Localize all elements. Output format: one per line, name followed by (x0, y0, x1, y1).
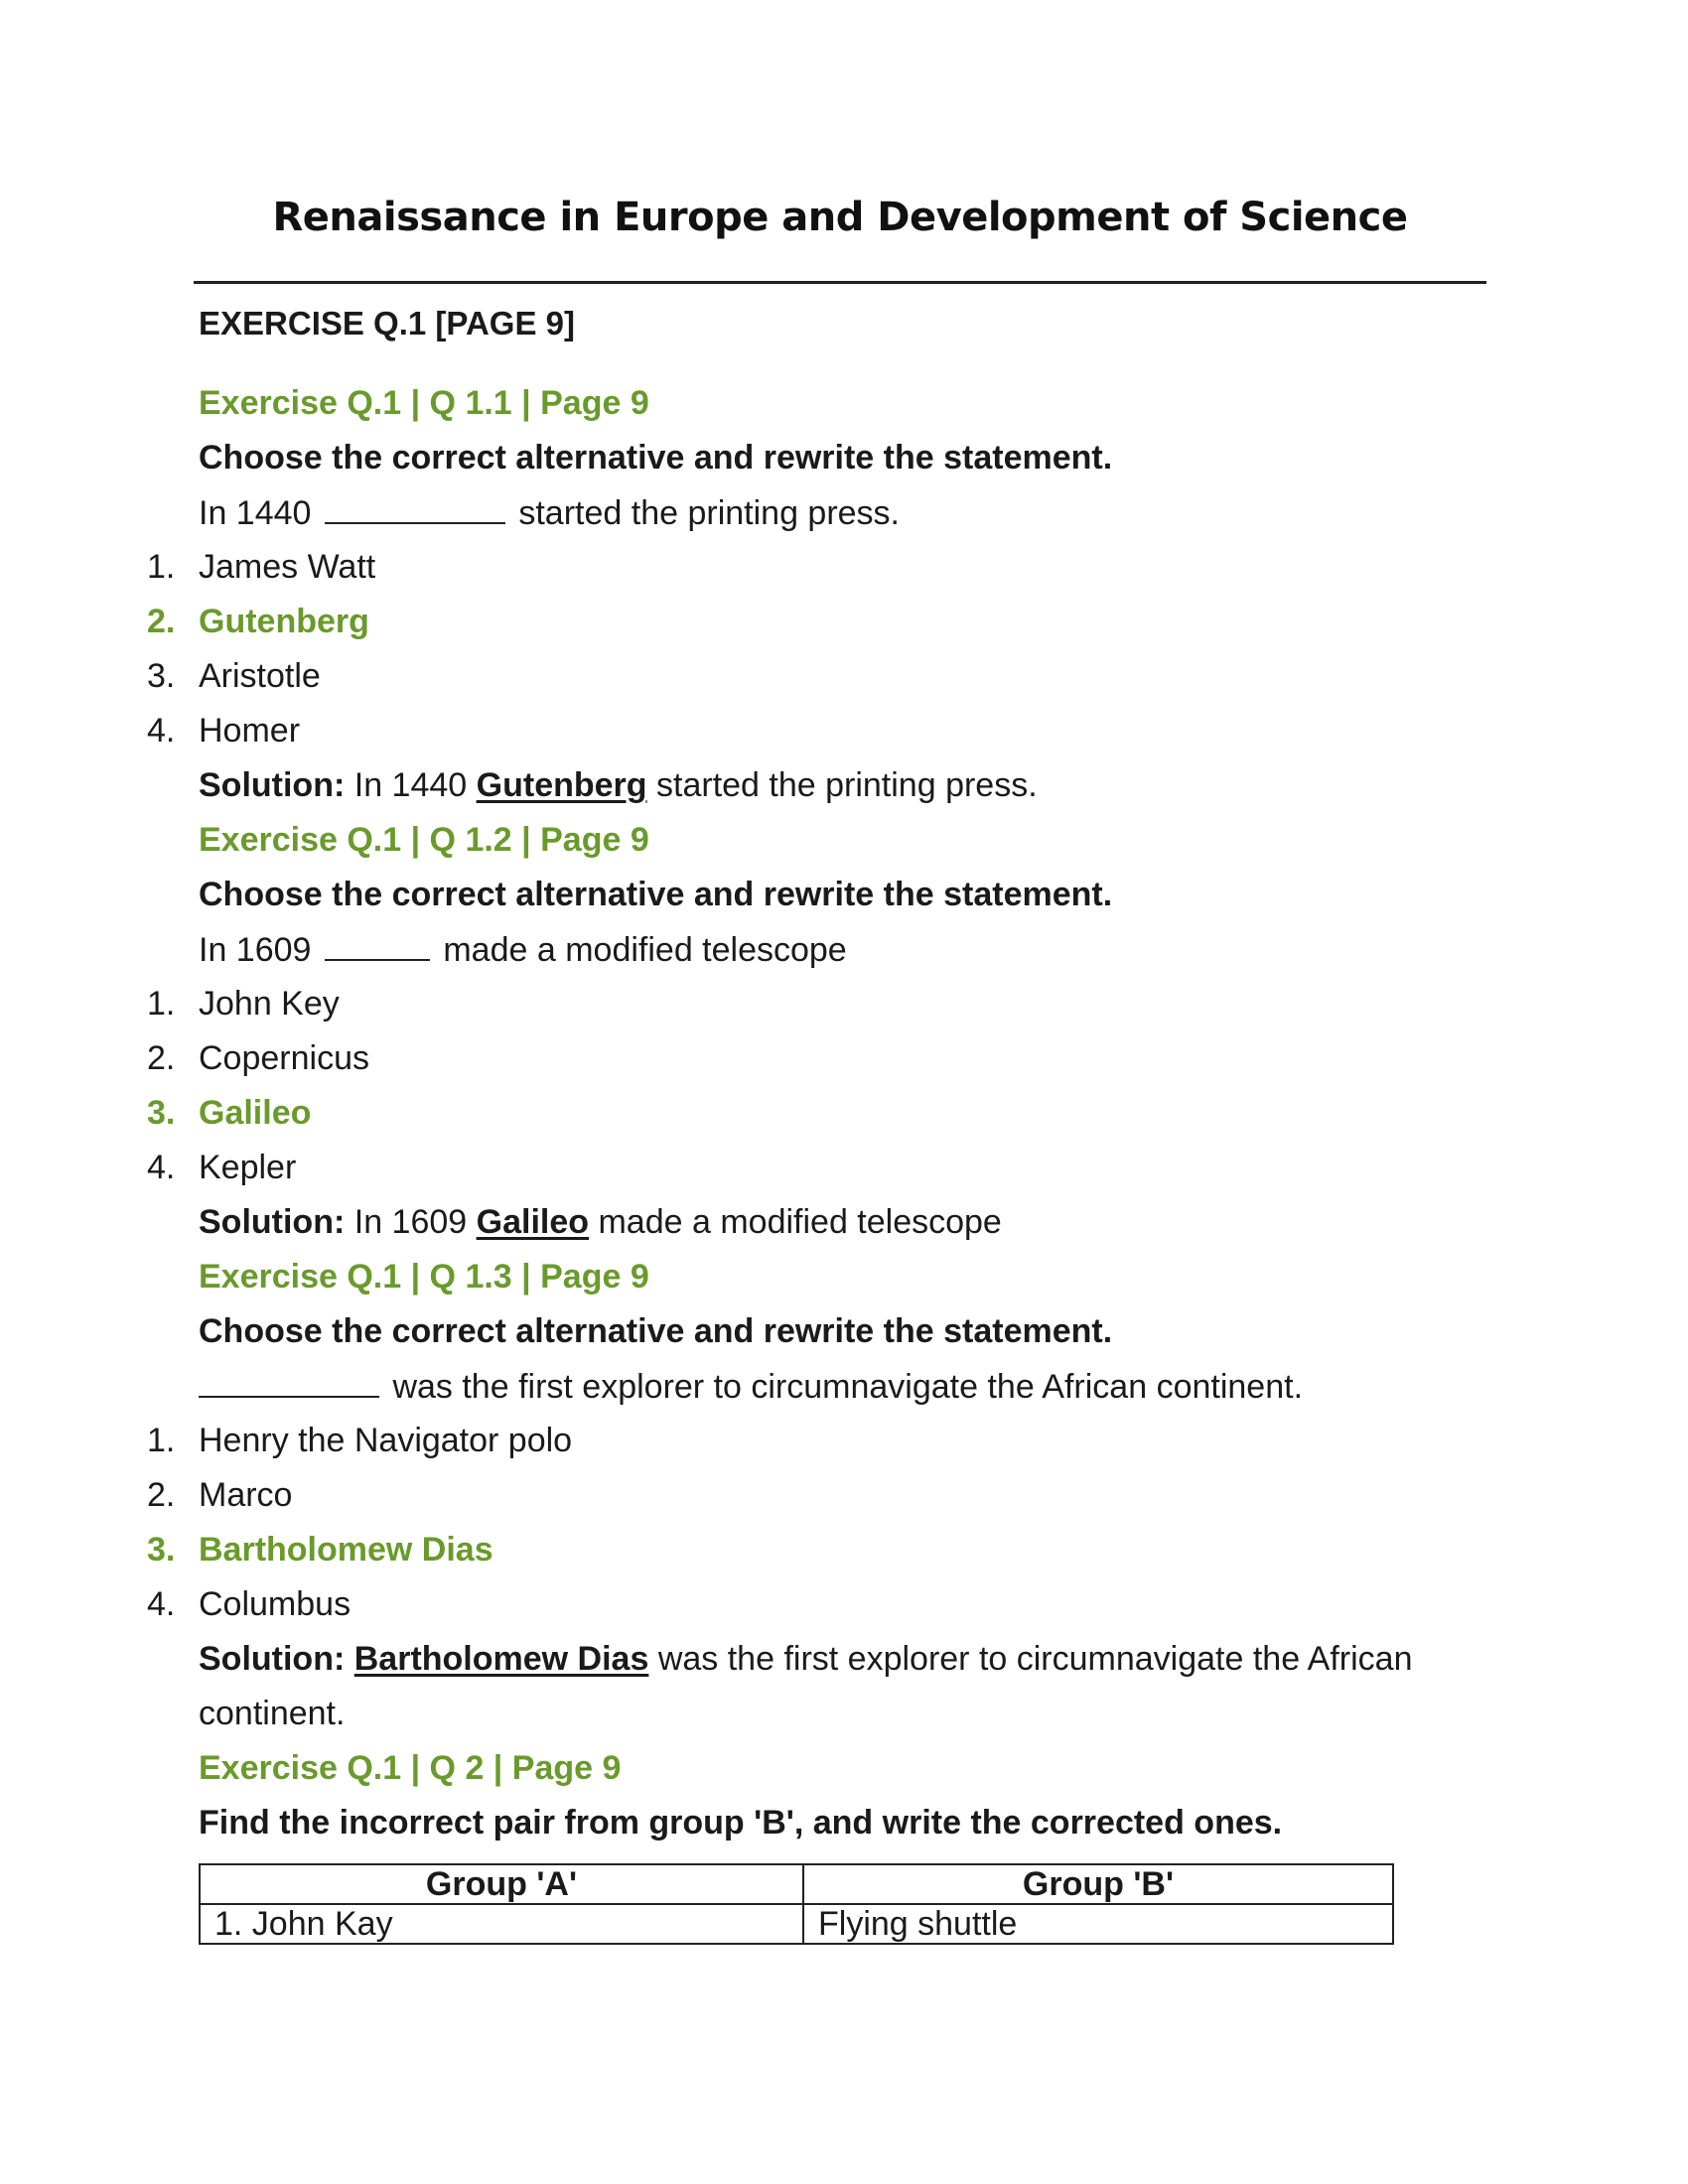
instruction-q1-3: Choose the correct alternative and rewrite the statement. (199, 1312, 1113, 1350)
instruction-q2: Find the incorrect pair from group 'B', and write the corrected ones. (199, 1804, 1283, 1842)
header-group-b: Group 'B' (803, 1864, 1393, 1904)
exercise-label-q2: Exercise Q.1 | Q 2 | Page 9 (199, 1749, 622, 1787)
solution-q1-3: Solution: Bartholomew Dias was the first explorer to circumnavigate the African (199, 1640, 1413, 1678)
cell-group-b: Flying shuttle (803, 1904, 1393, 1944)
option-q1-3-2: 2. Marco (147, 1476, 293, 1514)
stem-before: In 1440 (199, 494, 312, 532)
cell-group-a: 1. John Kay (200, 1904, 803, 1944)
instruction-q1-2: Choose the correct alternative and rewrite the statement. (199, 876, 1113, 913)
question-stem-q1-1 (199, 492, 900, 533)
option-q1-1-4: 4. Homer (147, 712, 301, 750)
table-header-row (200, 1864, 1393, 1904)
table-row (200, 1904, 1393, 1944)
option-q1-2-2: 2. Copernicus (147, 1039, 369, 1077)
answer-blank (325, 929, 430, 961)
option-q1-2-3-correct: 3. Galileo (147, 1094, 312, 1132)
option-q1-1-1: 1. James Watt (147, 548, 376, 586)
option-q1-1-2-correct: 2. Gutenberg (147, 603, 369, 640)
option-q1-2-4: 4. Kepler (147, 1149, 297, 1186)
section-heading: EXERCISE Q.1 [PAGE 9] (199, 305, 575, 341)
option-q1-3-4: 4. Columbus (147, 1585, 352, 1623)
option-q1-2-1: 1. John Key (147, 985, 340, 1023)
title-rule (194, 281, 1486, 284)
question-stem-q1-3: was the first explorer to circumnavigate the African continent. (199, 1366, 1303, 1407)
stem-after: started the printing press. (518, 494, 901, 532)
exercise-label-q1-2: Exercise Q.1 | Q 1.2 | Page 9 (199, 821, 649, 859)
solution-continuation-q1-3: continent. (199, 1695, 346, 1732)
solution-answer: Galileo (476, 1203, 590, 1241)
question-stem-q1-2: In 1609 made a modified telescope (199, 931, 847, 969)
exercise-label-q1-1: Exercise Q.1 | Q 1.1 | Page 9 (199, 384, 649, 422)
option-q1-3-3-correct: 3. Bartholomew Dias (147, 1531, 493, 1569)
instruction-q1-1: Choose the correct alternative and rewrite the statement. (199, 439, 1113, 477)
option-q1-1-3: 3. Aristotle (147, 657, 321, 695)
answer-blank (325, 492, 505, 524)
page-title: Renaissance in Europe and Development of Science (272, 195, 1408, 240)
solution-answer: Gutenberg (476, 766, 647, 804)
solution-answer: Bartholomew Dias (353, 1640, 649, 1678)
group-pairs-table (199, 1863, 1394, 1945)
option-q1-3-1: 1. Henry the Navigator polo (147, 1422, 573, 1459)
solution-q1-1: Solution: In 1440 Gutenberg started the printing press. (199, 766, 1038, 804)
header-group-a: Group 'A' (200, 1864, 803, 1904)
solution-q1-2: Solution: In 1609 Galileo made a modified telescope (199, 1203, 1002, 1241)
solution-label: Solution: (199, 766, 346, 804)
answer-blank (199, 1366, 379, 1398)
exercise-label-q1-3: Exercise Q.1 | Q 1.3 | Page 9 (199, 1258, 649, 1296)
